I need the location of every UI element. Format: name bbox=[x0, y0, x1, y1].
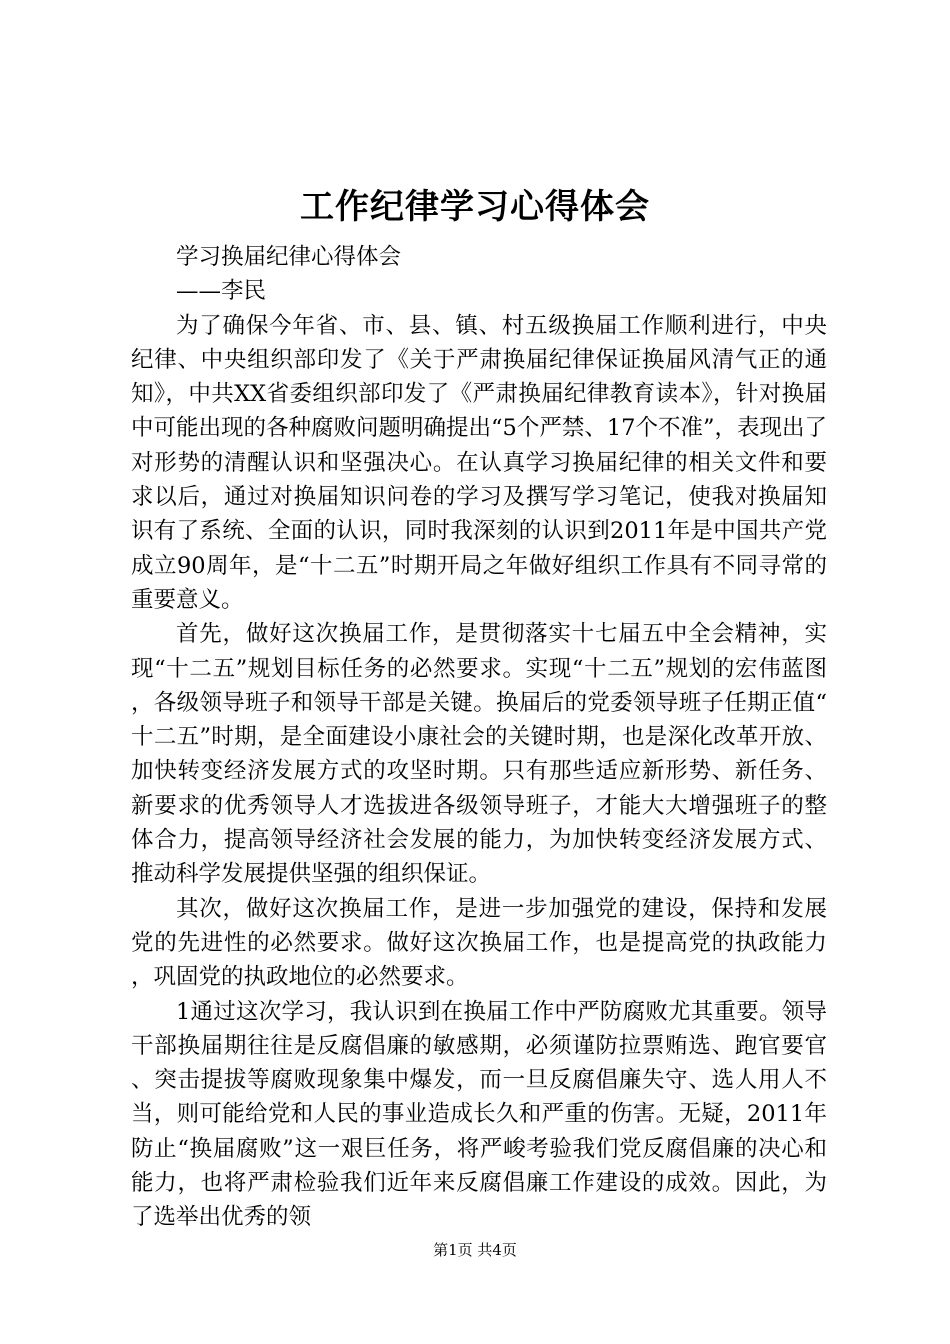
document-body bbox=[131, 240, 827, 1235]
subtitle: 学习换届纪律心得体会 bbox=[176, 244, 402, 270]
author-line: ——李民 bbox=[176, 278, 267, 305]
document-title: 工作纪律学习心得体会 bbox=[300, 187, 650, 227]
paragraph-first: 首先，做好这次换届工作，是贯彻落实十七届五中全会精神，实现“十二五”规划目标任务的必然要求。实现“十二五”规划的宏伟蓝图，各级领导班子和领导干部是关键。换届后的党委领导班子任期正值“十二五”时期，是全面建设小康社会的关键时期，也是深化改革开放、加快转变经济发展方式的攻坚时期。只有那些适应新形势、新任务、新要求的优秀领导人才选拔进各级领导班子，才能大大增强班子的整体合力，提高领导经济社会发展的能力，为加快转变经济发展方式、推动科学发展提供坚强的组织保证。 bbox=[131, 621, 827, 888]
page-footer: 第1页 共4页 bbox=[433, 1241, 517, 1259]
paragraph-second: 其次，做好这次换届工作，是进一步加强党的建设，保持和发展党的先进性的必然要求。做好这次换届工作，也是提高党的执政能力，巩固党的执政地位的必然要求。 bbox=[131, 895, 827, 991]
paragraph-third: 1通过这次学习，我认识到在换届工作中严防腐败尤其重要。领导干部换届期往往是反腐倡廉的敏感期，必须谨防拉票贿选、跑官要官、突击提拔等腐败现象集中爆发，而一旦反腐倡廉失守、选人用人不当，则可能给党和人民的事业造成长久和严重的伤害。无疑，2011年防止“换届腐败”这一艰巨任务，将严峻考验我们党反腐倡廉的决心和能力，也将严肃检验我们近年来反腐倡廉工作建设的成效。因此，为了选举出优秀的领 bbox=[131, 998, 827, 1231]
paragraph-intro: 为了确保今年省、市、县、镇、村五级换届工作顺利进行，中央纪律、中央组织部印发了《关于严肃换届纪律保证换届风清气正的通知》，中共XX省委组织部印发了《严肃换届纪律教育读本》，针对换届中可能出现的各种腐败问题明确提出“5个严禁、17个不准”，表现出了对形势的清醒认识和坚强决心。在认真学习换届纪律的相关文件和要求以后，通过对换届知识问卷的学习及撰写学习笔记，使我对换届知识有了系统、全面的认识，同时我深刻的认识到2011年是中国共产党成立90周年，是“十二五”时期开局之年做好组织工作具有不同寻常的重要意义。 bbox=[131, 312, 827, 613]
